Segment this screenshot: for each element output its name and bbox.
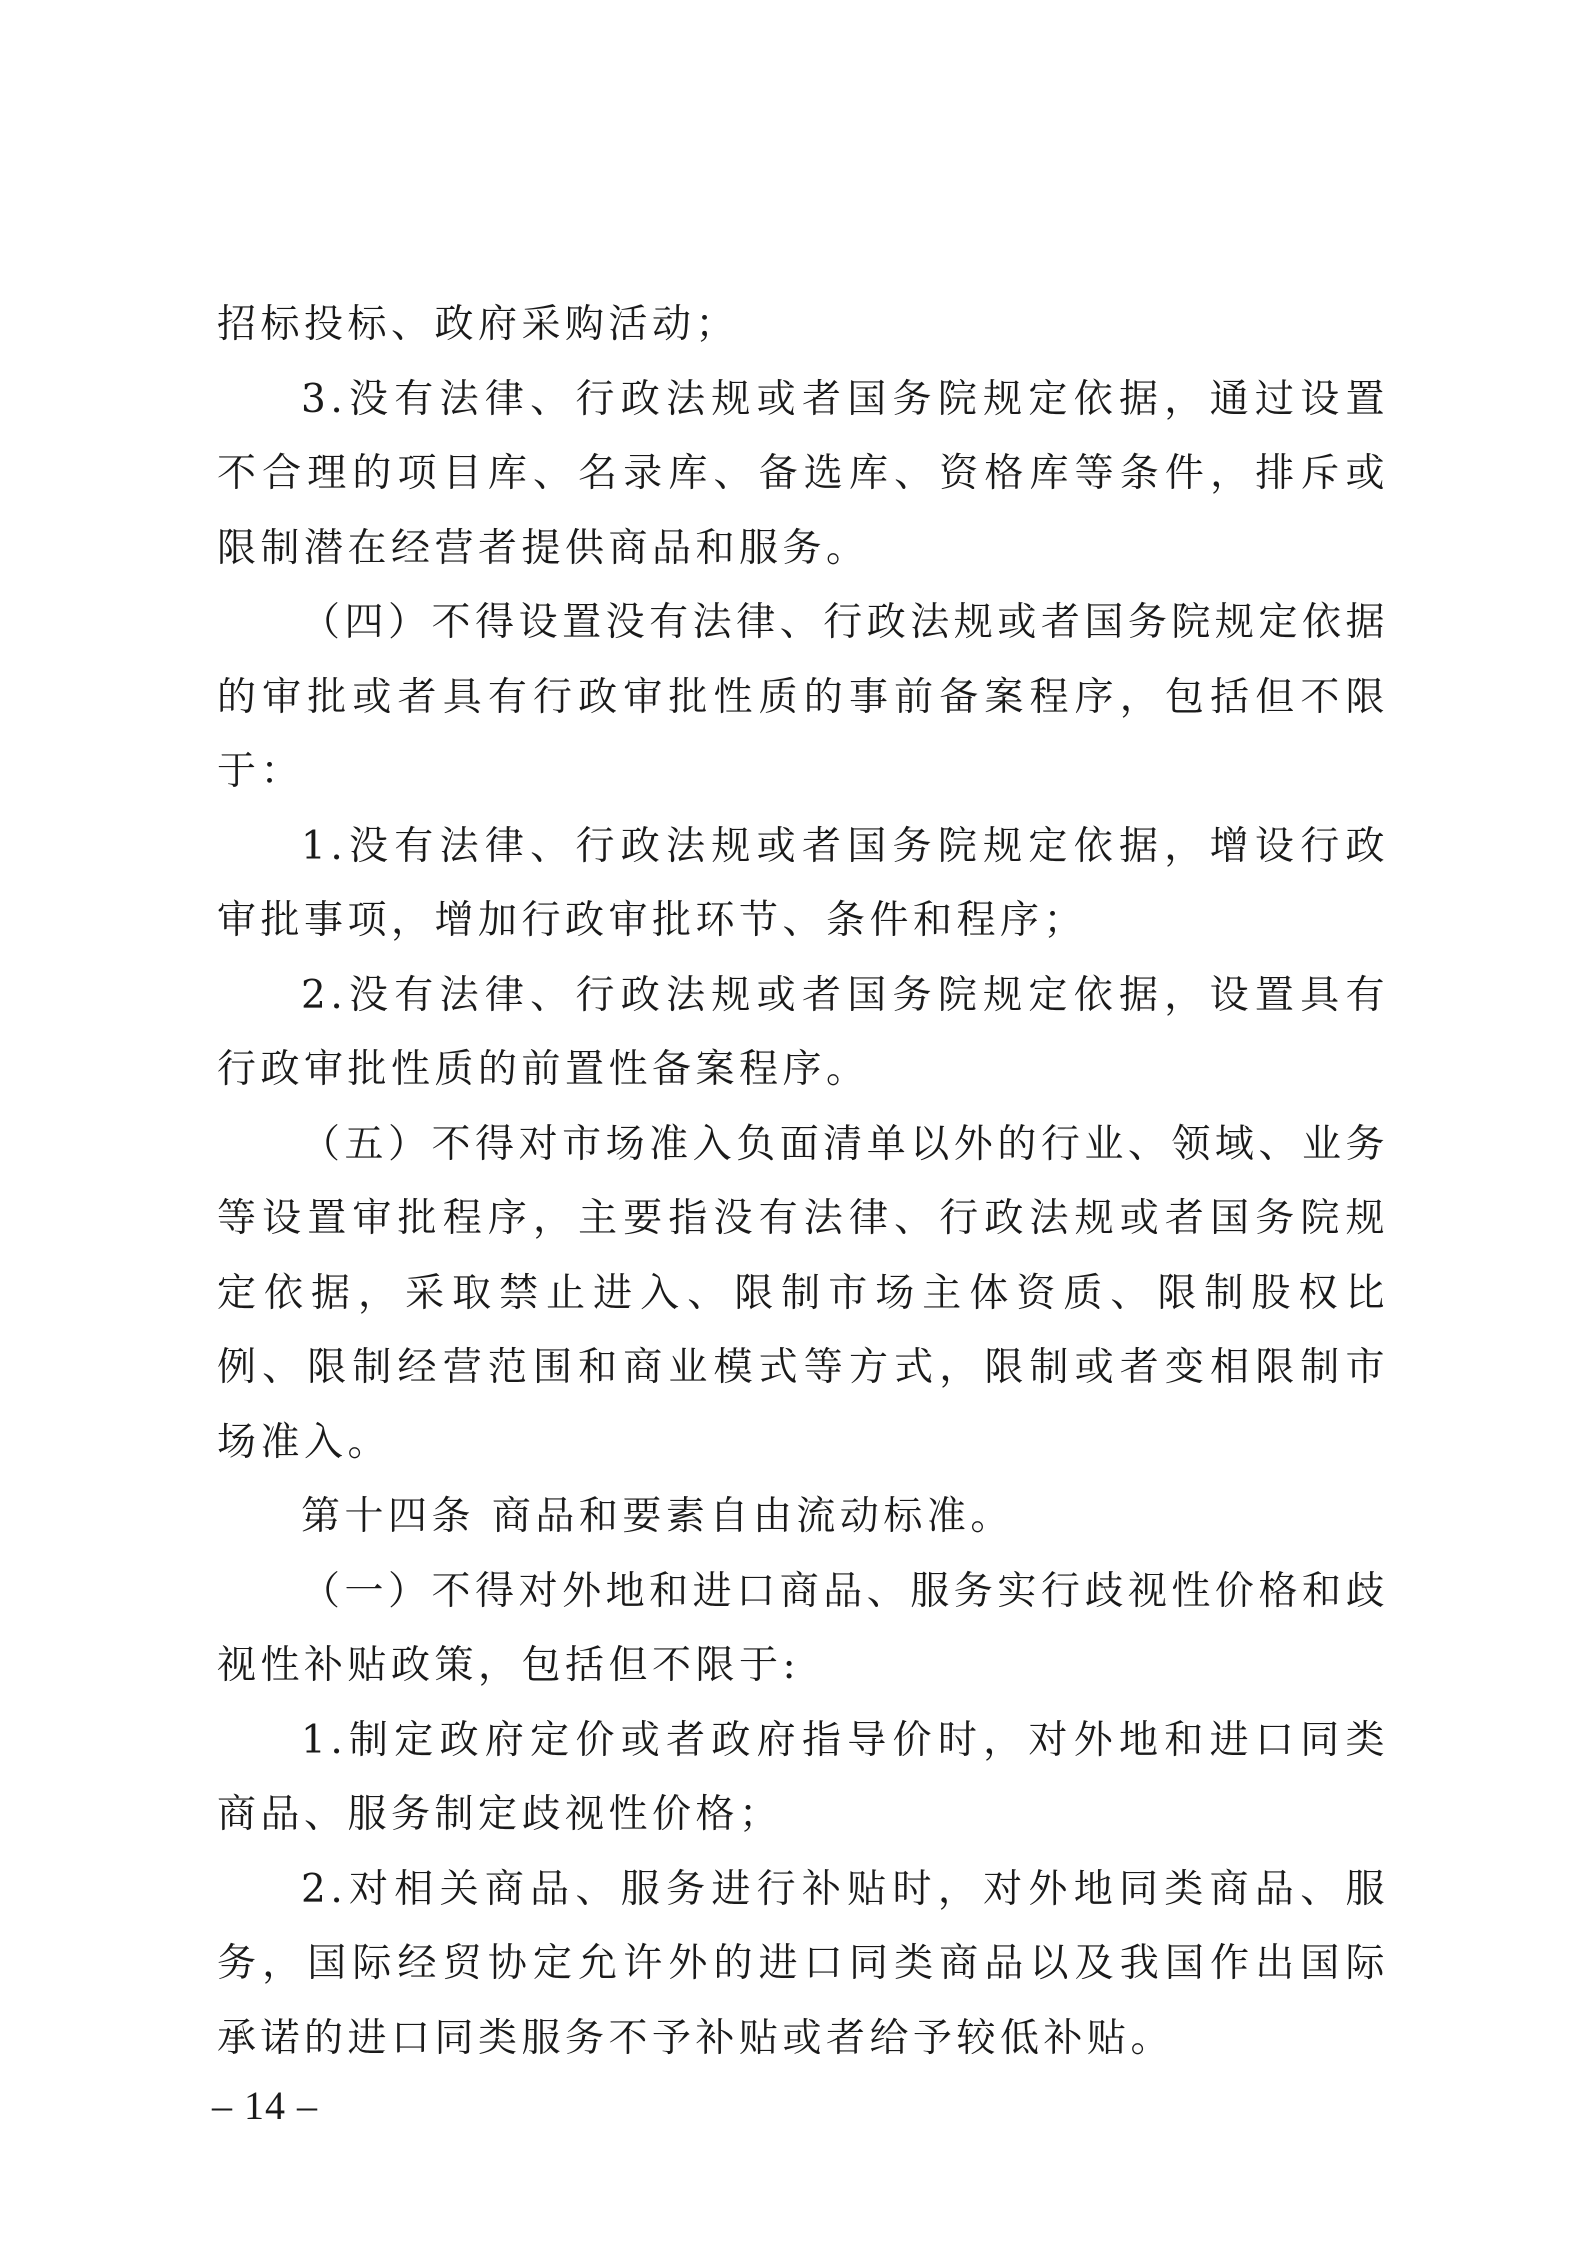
paragraph-item-1-added-approval: 1.没有法律、行政法规或者国务院规定依据，增设行政审批事项，增加行政审批环节、条件和程序；	[217, 823, 1389, 943]
page-number: – 14 –	[212, 2083, 318, 2128]
paragraph-continuation: 招标投标、政府采购活动；	[217, 302, 740, 347]
paragraph-item-2-prior-filing: 2.没有法律、行政法规或者国务院规定依据，设置具有行政审批性质的前置性备案程序。	[217, 972, 1389, 1092]
document-body	[217, 288, 1389, 2076]
paragraph-item-3-directory-restriction: 3.没有法律、行政法规或者国务院规定依据，通过设置不合理的项目库、名录库、备选库、资格库等条件，排斥或限制潜在经营者提供商品和服务。	[217, 376, 1389, 571]
article-14-heading: 第十四条 商品和要素自由流动标准。	[301, 1494, 1014, 1539]
paragraph-section-1-discriminatory-pricing: （一）不得对外地和进口商品、服务实行歧视性价格和歧视性补贴政策，包括但不限于:	[217, 1568, 1389, 1688]
paragraph-section-5-market-access: （五）不得对市场准入负面清单以外的行业、领域、业务等设置审批程序，主要指没有法律、行政法规或者国务院规定依据，采取禁止进入、限制市场主体资质、限制股权比例、限制经营范围和商业模式等方式，限制或者变相限制市场准入。	[217, 1121, 1389, 1465]
paragraph-item-1-government-pricing: 1.制定政府定价或者政府指导价时，对外地和进口同类商品、服务制定歧视性价格；	[217, 1717, 1389, 1837]
paragraph-section-4-approval: （四）不得设置没有法律、行政法规或者国务院规定依据的审批或者具有行政审批性质的事前备案程序，包括但不限于：	[217, 600, 1389, 794]
paragraph-item-2-subsidies: 2.对相关商品、服务进行补贴时，对外地同类商品、服务，国际经贸协定允许外的进口同类商品以及我国作出国际承诺的进口同类服务不予补贴或者给予较低补贴。	[217, 1866, 1389, 2061]
